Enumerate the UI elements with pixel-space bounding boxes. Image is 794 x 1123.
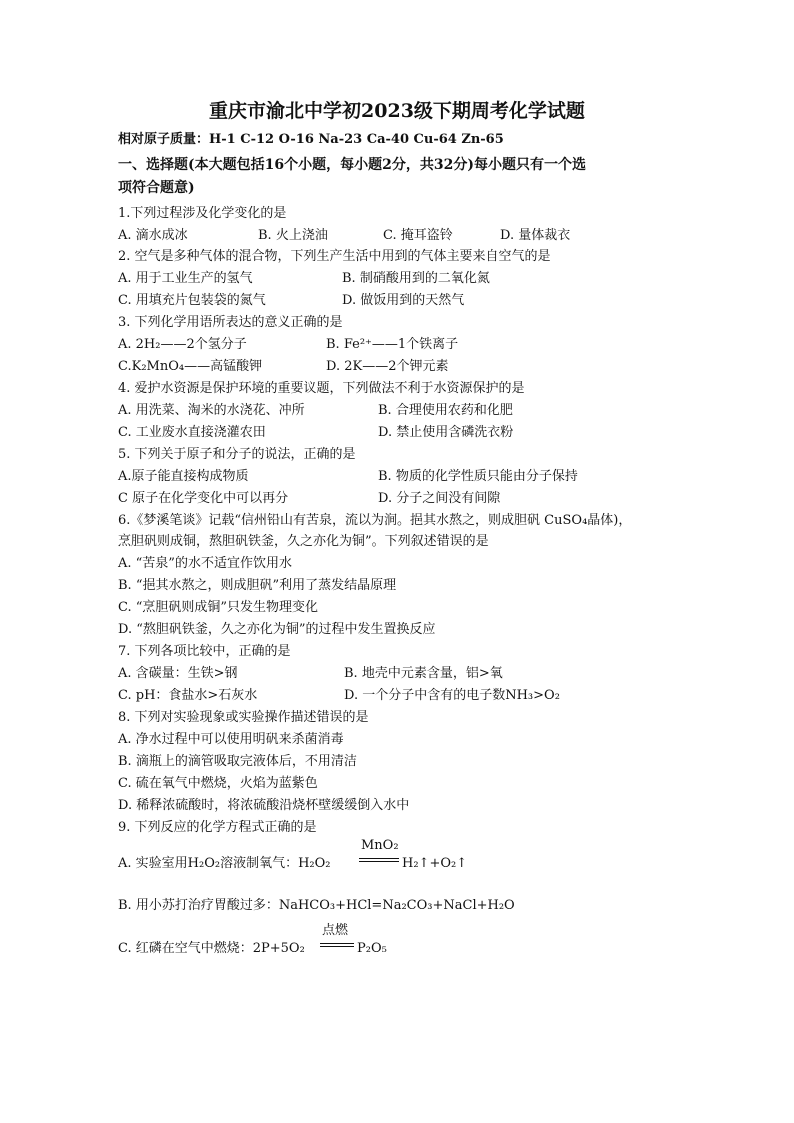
q5-option-b: B. 物质的化学性质只能由分子保持 [378, 469, 578, 484]
q5-option-c: C 原子在化学变化中可以再分 [118, 491, 289, 506]
q4-option-d: D. 禁止使用含磷洗衣粉 [378, 425, 514, 440]
question-2-stem: 2. 空气是多种气体的混合物，下列生产生活中用到的气体主要来自空气的是 [118, 249, 551, 264]
q6-option-d: D. “熬胆矾铁釜，久之亦化为铜”的过程中发生置换反应 [118, 622, 436, 637]
q1-option-b: B. 火上浇油 [258, 228, 328, 243]
q9-option-a-rhs: H₂↑+O₂↑ [402, 856, 468, 871]
question-6-stem-line2: 烹胆矾则成铜，熬胆矾铁釜，久之亦化为铜”。下列叙述错误的是 [118, 534, 489, 549]
q4-row-2 [118, 424, 514, 442]
q4-option-b: B. 合理使用农药和化肥 [378, 403, 513, 418]
question-5-stem: 5. 下列关于原子和分子的说法，正确的是 [118, 447, 356, 462]
q5-option-a: A.原子能直接构成物质 [118, 469, 249, 484]
q2-option-c: C. 用填充片包装袋的氮气 [118, 293, 266, 308]
q9-option-a-lhs: A. 实验室用H₂O₂溶液制氧气：H₂O₂ [118, 856, 331, 871]
q9-option-c-rhs: P₂O₅ [357, 941, 387, 956]
q3-option-a: A. 2H₂——2个氢分子 [118, 337, 247, 352]
q8-option-a: A. 净水过程中可以使用明矾来杀菌消毒 [118, 732, 344, 747]
q7-option-b: B. 地壳中元素含量，铝>氧 [344, 666, 503, 681]
question-9-stem: 9. 下列反应的化学方程式正确的是 [118, 820, 317, 835]
q7-option-a: A. 含碳量：生铁>钢 [118, 666, 238, 681]
section-heading-line2: 项符合题意) [118, 180, 195, 196]
q5-row-2 [118, 490, 501, 508]
q9-option-a-bar-bottom [359, 861, 399, 862]
q3-option-d: D. 2K——2个钾元素 [326, 359, 449, 374]
question-1-stem: 1.下列过程涉及化学变化的是 [118, 206, 287, 221]
q2-option-a: A. 用于工业生产的氢气 [118, 271, 253, 286]
q2-option-b: B. 制硝酸用到的二氧化氮 [342, 271, 490, 286]
question-4-stem: 4. 爱护水资源是保护环境的重要议题，下列做法不利于水资源保护的是 [118, 381, 525, 396]
q9-option-c-condition: 点燃 [322, 923, 349, 938]
q9-option-a-condition: MnO₂ [361, 838, 399, 853]
q7-option-d: D. 一个分子中含有的电子数NH₃>O₂ [344, 688, 560, 703]
q8-option-d: D. 稀释浓硫酸时，将浓硫酸沿烧杯壁缓缓倒入水中 [118, 798, 410, 813]
q3-row-1 [118, 336, 459, 354]
q3-row-2 [118, 358, 449, 376]
question-1-options [118, 227, 571, 245]
question-7-stem: 7. 下列各项比较中，正确的是 [118, 644, 291, 659]
page-title: 重庆市渝北中学初2023级下期周考化学试题 [209, 100, 585, 122]
q4-option-a: A. 用洗菜、淘米的水浇花、冲所 [118, 403, 305, 418]
q3-option-b: B. Fe²⁺——1个铁离子 [326, 337, 459, 352]
q6-option-b: B. “挹其水熬之，则成胆矾”利用了蒸发结晶原理 [118, 578, 397, 593]
q8-option-b: B. 滴瓶上的滴管吸取完液体后，不用清洁 [118, 754, 357, 769]
question-3-stem: 3. 下列化学用语所表达的意义正确的是 [118, 315, 343, 330]
q3-option-c: C.K₂MnO₄——高锰酸钾 [118, 359, 263, 374]
section-heading-line1: 一、选择题(本大题包括16个小题，每小题2分，共32分)每小题只有一个选 [118, 157, 586, 173]
q1-option-a: A. 滴水成冰 [118, 228, 188, 243]
q7-row-2 [118, 687, 560, 705]
q9-option-a-bar-top [359, 858, 399, 859]
q4-option-c: C. 工业废水直接浇灌农田 [118, 425, 266, 440]
q8-option-c: C. 硫在氧气中燃烧，火焰为蓝紫色 [118, 776, 318, 791]
q7-option-c: C. pH：食盐水>石灰水 [118, 688, 258, 703]
q7-row-1 [118, 665, 503, 683]
q5-row-1 [118, 468, 578, 486]
q2-row-2 [118, 292, 465, 310]
q2-row-1 [118, 270, 490, 288]
q6-option-a: A. “苦泉”的水不适宜作饮用水 [118, 556, 292, 571]
question-6-stem-line1: 6.《梦溪笔谈》记载“信州铅山有苦泉，流以为涧。挹其水熬之，则成胆矾 CuSO₄晶体)， [118, 513, 632, 528]
q9-option-c-bar-top [320, 943, 354, 944]
q2-option-d: D. 做饭用到的天然气 [342, 293, 465, 308]
q1-option-c: C. 掩耳盗铃 [383, 228, 453, 243]
q6-option-c: C. “烹胆矾则成铜”只发生物理变化 [118, 600, 319, 615]
atomic-masses: 相对原子质量：H-1 C-12 O-16 Na-23 Ca-40 Cu-64 Zn-65 [118, 132, 504, 147]
question-8-stem: 8. 下列对实验现象或实验操作描述错误的是 [118, 710, 369, 725]
q9-option-c-lhs: C. 红磷在空气中燃烧：2P+5O₂ [118, 941, 305, 956]
q9-option-c-bar-bottom [320, 946, 354, 947]
q1-option-d: D. 量体裁衣 [500, 228, 571, 243]
q9-option-b: B. 用小苏打治疗胃酸过多：NaHCO₃+HCl=Na₂CO₃+NaCl+H₂O [118, 898, 515, 913]
q5-option-d: D. 分子之间没有间隙 [378, 491, 501, 506]
q4-row-1 [118, 402, 513, 420]
